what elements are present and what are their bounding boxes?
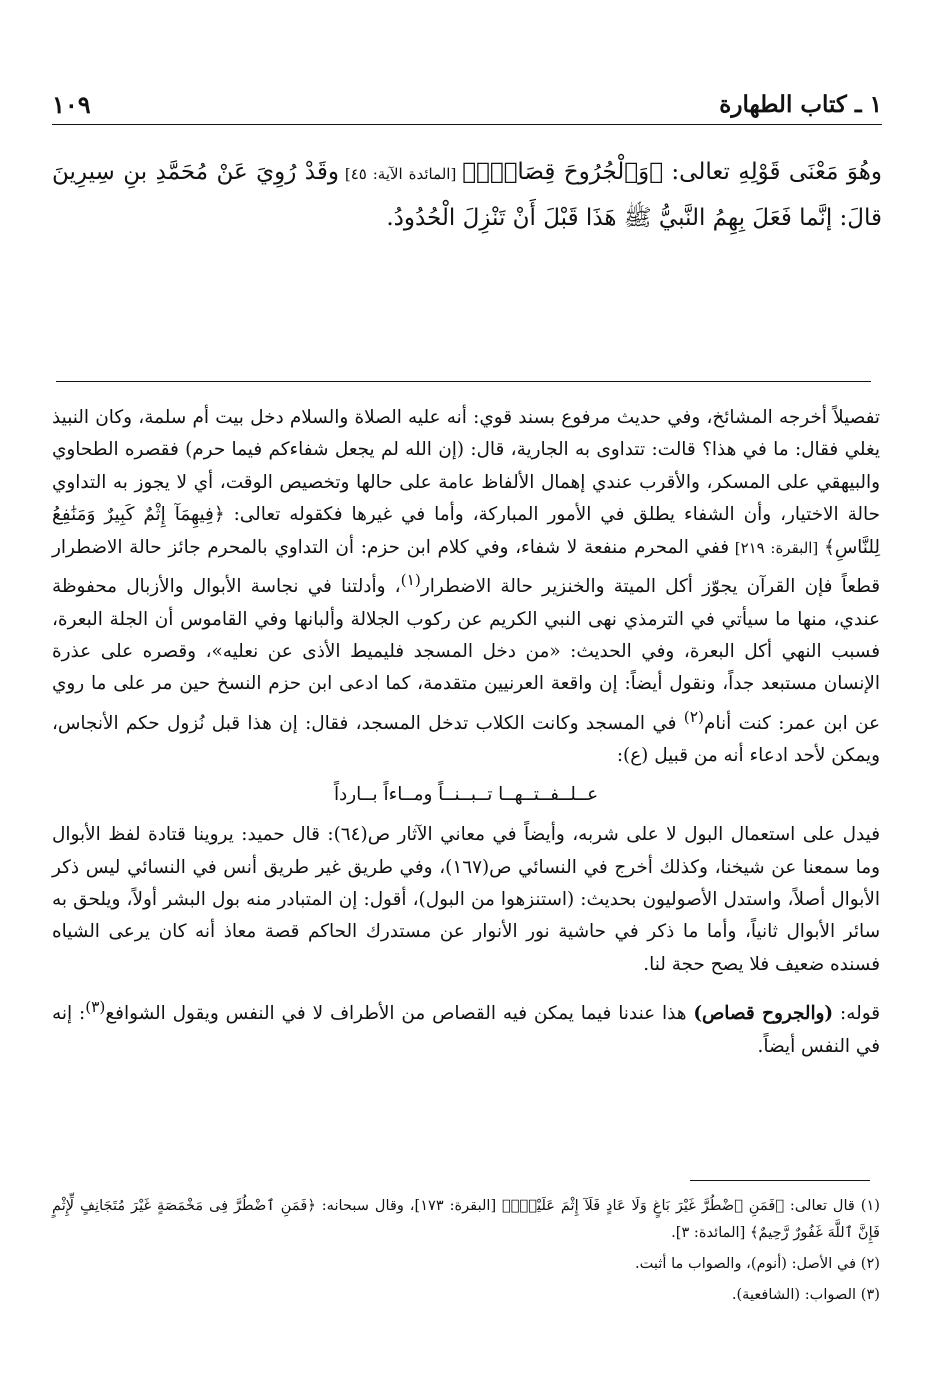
main-text [52,150,882,240]
commentary-p3-text-b: هذا عندنا فيما يمكن فيه القصاص من الأطراف لا في النفس ويقول الشوافع [105,1003,694,1025]
poetry-verse: عــلــفــتــهــا تــبــنــاً ومــاءاً بــارداً [333,783,599,805]
footnote-2-text: في الأصل: (أنوم)، والصواب ما أثبت. [634,1255,861,1272]
commentary-p1-text-b: ففي المحرم منفعة لا شفاء، وفي كلام ابن حزم: أن التداوي بالمحرم جائز حالة الاضطرار قطعاً فإن القرآن يجوّز أكل الميتة والخنزير حالة الاضطرار [52,536,880,598]
footnote-1-quran-1: ﴿فَمَنِ ٱضْطُرَّ غَيْرَ بَاغٍ وَلَا عَادٍ فَلَآ إِثْمَ عَلَيْهِۚ﴾ [502,1197,785,1214]
commentary-paragraph-3 [52,991,880,1063]
main-text-part2: وقَدْ رُوِيَ عَنْ مُحَمَّدِ بنِ سِيرِينَ قالَ: إنَّما فَعَلَ بِهِمُ النَّبيُّ ﷺ هَذَا قَبْلَ أَنْ تَنْزِلَ الْحُدُودُ. [52,159,882,231]
running-title: ١ ـ كتاب الطهارة [719,90,882,118]
commentary-p3-text-a: قوله: [833,1003,880,1025]
footnote-1-quran-2: ﴿فَمَنِ ٱضْطُرَّ فِى مَخْمَصَةٍ غَيْرَ مُتَجَانِفٍ لِّإِثْمٍ فَإِنَّ ٱللَّهَ غَفُورٌ رَّحِيمٌ﴾ [52,1197,880,1241]
commentary-divider [56,381,871,382]
footnote-marker-3[interactable]: (٣) [85,998,106,1017]
footnote-marker-1[interactable]: (١) [400,571,421,590]
quran-reference-2: [البقرة: ٢١٩] [729,538,824,557]
page-number: ١٠٩ [52,89,91,119]
footnote-2 [52,1250,880,1277]
footnote-divider [690,1180,870,1181]
commentary-paragraph-2: فيدل على استعمال البول لا على شربه، وأيضاً في معاني الآثار ص(٦٤): قال حميد: يروينا قتادة لفظ الأبوال وما سمعنا عن شيخنا، وكذلك أخرج في النسائي ص(١٦٧)، وفي طريق غير طريق أنس في النسائي ليس ذكر الأبوال أصلاً، واستدل الأصوليون بحديث: (استنزهوا من البول)، أقول: إن المتبادر منه بول البشر أولاً، ويلحق به سائر الأبوال ثانياً، وأما ما ذكر في حاشية نور الأنوار عن مستدرك الحاكم قصة معاذ أنه كان يرعى الشياه فسنده ضعيف فلا يصح حجة لنا. [52,824,880,975]
commentary-p3-text-c: : إنه في النفس أيضاً. [52,1003,880,1057]
footnote-1 [52,1192,880,1246]
commentary-p1-text: تفصيلاً أخرجه المشائخ، وفي حديث مرفوع بسند قوي: أنه عليه الصلاة والسلام دخل بيت أم سلمة، وكان النبيذ يغلي فقال: ما في هذا؟ قالت: تتداوى به الجارية، قال: (إن الله لم يجعل شفاءكم فيما حرم) فقصره الطحاوي والبيهقي على المسكر، والأقرب عندي إهمال الألفاظ عامة على حالها وتخصيص الوقت، أي لا يجوز به التداوي حالة الاختيار، وأن الشفاء يطلق في الأمور المباركة، وأما في غيرها فكقوله تعالى: [52,407,880,526]
quran-verse-2: ﴿فِيهِمَآ إِثْمٌ كَبِيرٌ وَمَنَٰفِعُ لِلنَّاسِ﴾ [52,504,881,558]
footnote-1-text-a: قال تعالى: [784,1197,861,1214]
commentary-p1-text-d: في المسجد وكانت الكلاب تدخل المسجد، فقال: إن هذا قبل نُزول حكم الأنجاس، ويمكن لأحد ادعاء أنه من قبيل (ع): [52,712,880,767]
footnote-3-number: (٣) [860,1286,880,1303]
commentary-bold-phrase: (والجروح قصاص) [693,1003,834,1025]
footnote-2-number: (٢) [860,1255,880,1272]
commentary-p1-text-c: ، وأدلتنا في نجاسة الأبوال والأزبال محفوظة عندي، منها ما سيأتي في الترمذي نهى النبي الكريم عن ركوب الجلالة وألبانها وفي القاموس أن الجلة البعرة، فسبب النهي أكل البعرة، وفي الحديث: «من دخل المسجد فليميط الأذى عن نعليه»، وقصره على عذرة الإنسان مستبعد جداً، ونقول أيضاً: إن واقعة العرنيين متقدمة، كما ادعى ابن حزم النسخ حين مر على ما روي عن ابن عمر: كنت أنام [52,576,880,734]
quran-verse-1: ﴿وَٱلْجُرُوحَ قِصَاصٌۚ﴾ [462,159,664,185]
footnote-1-number: (١) [860,1197,880,1214]
footnotes [52,1192,880,1312]
main-text-part1: وهُوَ مَعْنَى قَوْلِهِ تعالى: [663,159,882,185]
commentary-paragraph-1 [52,402,880,773]
commentary [52,402,880,1063]
footnote-marker-2[interactable]: (٢) [683,707,704,726]
page-header [52,84,882,125]
quran-reference-1: [المائدة الآية: ٤٥] [338,165,463,183]
footnote-3 [52,1281,880,1308]
footnote-3-text: الصواب: (الشافعية). [731,1286,861,1303]
footnote-1-text-b: [البقرة: ١٧٣]، وقال سبحانه: [315,1197,503,1214]
footnote-1-text-c: [المائدة: ٣]. [671,1224,750,1241]
